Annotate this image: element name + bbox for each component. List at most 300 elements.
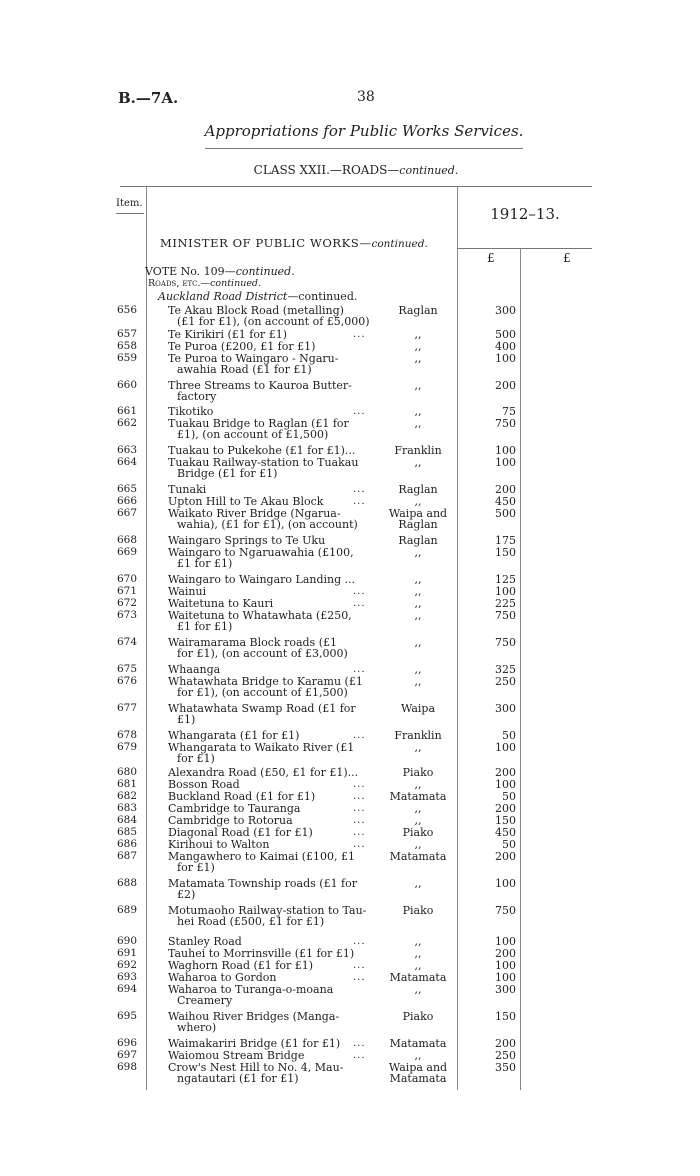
item-number: 675 — [116, 663, 137, 675]
item-number: 687 — [116, 850, 137, 862]
leader-dots: ... — [353, 936, 366, 947]
district-name: ,, — [414, 495, 422, 508]
item-description — [168, 1062, 373, 1084]
roads-subheading: Roads, etc.—continued. — [148, 278, 262, 289]
amount: 50 — [502, 838, 516, 851]
item-number: 673 — [116, 609, 137, 621]
district-name: ,, — [414, 609, 422, 622]
item-number: 681 — [116, 778, 137, 790]
description-line: Bosson Road — [168, 778, 240, 791]
item-number: 688 — [116, 877, 137, 889]
amount: 200 — [495, 850, 516, 863]
description-line: Diagonal Road (£1 for £1) — [168, 826, 313, 839]
item-number: 657 — [116, 328, 137, 340]
electoral-district — [382, 730, 454, 741]
item-number: 670 — [116, 573, 137, 585]
description-line: Alexandra Road (£50, £1 for £1)... — [168, 766, 359, 779]
year-underline — [458, 248, 592, 249]
item-description — [168, 1050, 373, 1061]
series-code: B.—7A. — [118, 89, 179, 107]
description-line: Tuakau Bridge to Raglan (£1 for — [168, 417, 349, 430]
description-line: Tuakau Railway-station to Tuakau — [168, 456, 359, 469]
amount: 750 — [495, 609, 516, 622]
item-number: 665 — [116, 483, 137, 495]
amount: 175 — [495, 534, 516, 547]
item-number: 691 — [116, 947, 137, 959]
description-line: Waimakariri Bridge (£1 for £1) — [168, 1037, 341, 1050]
description-line: Matamata Township roads (£1 for — [168, 877, 358, 890]
district-name: Franklin — [394, 729, 442, 742]
district-name: ,, — [414, 802, 422, 815]
description-line: Cambridge to Tauranga — [168, 802, 301, 815]
electoral-district — [382, 703, 454, 714]
description-line: Te Akau Block Road (metalling) — [168, 304, 344, 317]
district-name: Raglan — [398, 483, 438, 496]
description-line: Te Kirikiri (£1 for £1) — [168, 328, 287, 341]
district-name: Raglan — [398, 304, 438, 317]
amount: 225 — [495, 597, 516, 610]
item-number: 666 — [116, 495, 137, 507]
electoral-district — [382, 948, 454, 959]
page-number: 38 — [357, 89, 375, 105]
amount: 100 — [495, 971, 516, 984]
district-name: ,, — [414, 838, 422, 851]
district-name: ,, — [414, 636, 422, 649]
item-description — [168, 851, 373, 873]
amount: 200 — [495, 483, 516, 496]
description-line: Mangawhero to Kaimai (£100, £1 — [168, 850, 356, 863]
electoral-district — [382, 905, 454, 916]
description-line: Wainui — [168, 585, 207, 598]
description-line: Three Streams to Kauroa Butter- — [168, 379, 352, 392]
item-description — [168, 984, 373, 1006]
electoral-district — [382, 457, 454, 468]
district-name: ,, — [414, 983, 422, 996]
leader-dots: ... — [353, 779, 366, 790]
electoral-district — [382, 827, 454, 838]
electoral-district — [382, 742, 454, 753]
leader-dots: ... — [353, 484, 366, 495]
description-continuation: awahia Road (£1 for £1) — [177, 363, 312, 376]
district-name: Matamata — [389, 850, 447, 863]
amount: 750 — [495, 417, 516, 430]
item-description — [168, 445, 373, 456]
description-continuation: wahia), (£1 for £1), (on account) — [177, 518, 358, 531]
amount: 200 — [495, 947, 516, 960]
amount-column-rule — [457, 187, 458, 1090]
description-line: Waihou River Bridges (Manga- — [168, 1010, 340, 1023]
item-number: 667 — [116, 507, 137, 519]
electoral-district — [382, 610, 454, 621]
electoral-district — [382, 535, 454, 546]
district-name: Matamata — [389, 971, 447, 984]
amount: 325 — [495, 663, 516, 676]
electoral-district — [382, 305, 454, 316]
description-continuation: £2) — [177, 888, 196, 901]
item-number: 696 — [116, 1037, 137, 1049]
description-continuation: hei Road (£500, £1 for £1) — [177, 915, 325, 928]
item-number: 685 — [116, 826, 137, 838]
description-line: Waingaro to Waingaro Landing ... — [168, 573, 356, 586]
item-number: 660 — [116, 379, 137, 391]
item-number: 672 — [116, 597, 137, 609]
description-line: Crow's Nest Hill to No. 4, Mau- — [168, 1061, 344, 1074]
item-description — [168, 905, 373, 927]
amount: 100 — [495, 456, 516, 469]
item-description — [168, 779, 373, 790]
amount-divider-rule — [520, 248, 521, 1090]
electoral-district — [382, 598, 454, 609]
electoral-district — [382, 1062, 454, 1084]
electoral-district — [382, 353, 454, 364]
description-continuation: £1 for £1) — [177, 557, 233, 570]
description-line: Whatawhata Bridge to Karamu (£1 — [168, 675, 363, 688]
leader-dots: ... — [353, 496, 366, 507]
title-rule — [205, 148, 523, 149]
electoral-district — [382, 851, 454, 862]
district-name: ,, — [414, 935, 422, 948]
district-name: Matamata — [389, 790, 447, 803]
electoral-district — [382, 664, 454, 675]
item-column-header: Item. — [116, 198, 143, 209]
district-name: Piako — [402, 1010, 434, 1023]
amount: 200 — [495, 379, 516, 392]
district-name-2: Matamata — [389, 1072, 447, 1085]
item-description — [168, 827, 373, 838]
description-continuation: £1) — [177, 713, 196, 726]
description-continuation: for £1), (on account of £3,000) — [177, 647, 348, 660]
leader-dots: ... — [353, 586, 366, 597]
year-header: 1912–13. — [490, 205, 560, 223]
amount: 350 — [495, 1061, 516, 1074]
district-name: ,, — [414, 585, 422, 598]
amount: 50 — [502, 790, 516, 803]
item-number: 694 — [116, 983, 137, 995]
description-line: Tauhei to Morrinsville (£1 for £1) — [168, 947, 355, 960]
item-description — [168, 960, 373, 971]
item-number: 664 — [116, 456, 137, 468]
item-description — [168, 742, 373, 764]
item-number: 661 — [116, 405, 137, 417]
item-description — [168, 353, 373, 375]
electoral-district — [382, 815, 454, 826]
item-number: 689 — [116, 904, 137, 916]
district-name: ,, — [414, 597, 422, 610]
amount: 500 — [495, 328, 516, 341]
item-number: 693 — [116, 971, 137, 983]
item-description — [168, 610, 373, 632]
item-description — [168, 664, 373, 675]
item-description — [168, 730, 373, 741]
electoral-district — [382, 406, 454, 417]
minister-heading: MINISTER OF PUBLIC WORKS—continued. — [160, 236, 428, 250]
item-description — [168, 1038, 373, 1049]
item-number: 658 — [116, 340, 137, 352]
description-line: Te Puroa (£200, £1 for £1) — [168, 340, 316, 353]
item-description — [168, 803, 373, 814]
amount: 200 — [495, 802, 516, 815]
district-name: ,, — [414, 546, 422, 559]
description-line: Tuakau to Pukekohe (£1 for £1)... — [168, 444, 356, 457]
amount: 125 — [495, 573, 516, 586]
description-line: Waingaro Springs to Te Uku — [168, 534, 326, 547]
electoral-district — [382, 574, 454, 585]
description-line: Tikotiko — [168, 405, 214, 418]
leader-dots: ... — [353, 664, 366, 675]
item-number: 692 — [116, 959, 137, 971]
district-name: Waipa and — [388, 1061, 448, 1074]
amount: 200 — [495, 1037, 516, 1050]
item-number: 656 — [116, 304, 137, 316]
item-number: 683 — [116, 802, 137, 814]
electoral-district — [382, 586, 454, 597]
item-description — [168, 406, 373, 417]
district-name: Matamata — [389, 1037, 447, 1050]
district-name: Raglan — [398, 534, 438, 547]
amount: 250 — [495, 675, 516, 688]
electoral-district — [382, 972, 454, 983]
district-name: ,, — [414, 947, 422, 960]
leader-dots: ... — [353, 730, 366, 741]
electoral-district — [382, 547, 454, 558]
leader-dots: ... — [353, 803, 366, 814]
amount: 450 — [495, 495, 516, 508]
item-number: 686 — [116, 838, 137, 850]
item-number: 698 — [116, 1061, 137, 1073]
description-line: Waiomou Stream Bridge — [168, 1049, 305, 1062]
description-continuation: for £1) — [177, 861, 215, 874]
leader-dots: ... — [353, 598, 366, 609]
amount: 300 — [495, 304, 516, 317]
amount: 150 — [495, 1010, 516, 1023]
electoral-district — [382, 637, 454, 648]
item-number: 668 — [116, 534, 137, 546]
amount: 400 — [495, 340, 516, 353]
electoral-district — [382, 839, 454, 850]
district-name: ,, — [414, 814, 422, 827]
leader-dots: ... — [353, 839, 366, 850]
description-line: Cambridge to Rotorua — [168, 814, 293, 827]
description-line: Waingaro to Ngaruawahia (£100, — [168, 546, 354, 559]
item-number: 669 — [116, 546, 137, 558]
district-name: ,, — [414, 340, 422, 353]
electoral-district — [382, 496, 454, 507]
district-name: ,, — [414, 877, 422, 890]
electoral-district — [382, 445, 454, 456]
vote-heading: VOTE No. 109—continued. — [145, 265, 295, 278]
item-description — [168, 341, 373, 352]
electoral-district — [382, 341, 454, 352]
item-description — [168, 508, 373, 530]
district-name: ,, — [414, 741, 422, 754]
district-name: ,, — [414, 573, 422, 586]
district-name: Waipa — [400, 702, 436, 715]
description-line: Motumaoho Railway-station to Tau- — [168, 904, 367, 917]
description-continuation: whero) — [177, 1021, 217, 1034]
electoral-district — [382, 1011, 454, 1022]
amount: 750 — [495, 904, 516, 917]
item-description — [168, 1011, 373, 1033]
description-line: Waitetuna to Whatawhata (£250, — [168, 609, 352, 622]
item-description — [168, 586, 373, 597]
leader-dots: ... — [353, 791, 366, 802]
description-continuation: (£1 for £1), (on account of £5,000) — [177, 315, 370, 328]
leader-dots: ... — [353, 815, 366, 826]
item-description — [168, 637, 373, 659]
district-name: ,, — [414, 405, 422, 418]
electoral-district — [382, 418, 454, 429]
amount: 150 — [495, 546, 516, 559]
description-continuation: for £1), (on account of £1,500) — [177, 686, 348, 699]
item-number: 679 — [116, 741, 137, 753]
item-description — [168, 574, 373, 585]
electoral-district — [382, 508, 454, 530]
district-name: Piako — [402, 766, 434, 779]
item-description — [168, 547, 373, 569]
electoral-district — [382, 380, 454, 391]
item-number: 690 — [116, 935, 137, 947]
item-number: 676 — [116, 675, 137, 687]
leader-dots: ... — [353, 1038, 366, 1049]
table-top-rule — [120, 186, 592, 187]
description-continuation: factory — [177, 390, 217, 403]
item-number: 677 — [116, 702, 137, 714]
description-line: Te Puroa to Waingaro - Ngaru- — [168, 352, 339, 365]
item-number: 659 — [116, 352, 137, 364]
item-number: 663 — [116, 444, 137, 456]
amount: 300 — [495, 983, 516, 996]
amount: 150 — [495, 814, 516, 827]
district-name: ,, — [414, 352, 422, 365]
item-number: 671 — [116, 585, 137, 597]
item-description — [168, 598, 373, 609]
item-description — [168, 878, 373, 900]
electoral-district — [382, 676, 454, 687]
district-name: Piako — [402, 826, 434, 839]
district-name: ,, — [414, 1049, 422, 1062]
description-line: Whangarata to Waikato River (£1 — [168, 741, 355, 754]
description-line: Whaanga — [168, 663, 221, 676]
class-title: CLASS XXII.—ROADS—continued. — [253, 163, 459, 177]
district-name: ,, — [414, 456, 422, 469]
description-line: Waharoa to Turanga-o-moana — [168, 983, 334, 996]
description-continuation: Creamery — [177, 994, 233, 1007]
description-continuation: for £1) — [177, 752, 215, 765]
description-continuation: ngatautari (£1 for £1) — [177, 1072, 299, 1085]
item-number: 697 — [116, 1049, 137, 1061]
district-name: ,, — [414, 778, 422, 791]
currency-symbol-2: £ — [563, 251, 571, 265]
description-line: Stanley Road — [168, 935, 242, 948]
district-name: ,, — [414, 675, 422, 688]
district-name: Franklin — [394, 444, 442, 457]
district-heading: Auckland Road District—continued. — [158, 290, 358, 303]
description-line: Waharoa to Gordon — [168, 971, 277, 984]
description-continuation: £1 for £1) — [177, 620, 233, 633]
district-name-2: Raglan — [398, 518, 438, 531]
amount: 300 — [495, 702, 516, 715]
item-number: 684 — [116, 814, 137, 826]
amount: 450 — [495, 826, 516, 839]
amount: 50 — [502, 729, 516, 742]
description-line: Waikato River Bridge (Ngarua- — [168, 507, 341, 520]
electoral-district — [382, 484, 454, 495]
description-line: Whatawhata Swamp Road (£1 for — [168, 702, 356, 715]
amount: 100 — [495, 444, 516, 457]
item-column-rule — [146, 187, 147, 1090]
description-line: Upton Hill to Te Akau Block — [168, 495, 324, 508]
electoral-district — [382, 1050, 454, 1061]
item-description — [168, 457, 373, 479]
item-description — [168, 936, 373, 947]
item-number: 680 — [116, 766, 137, 778]
amount: 100 — [495, 877, 516, 890]
leader-dots: ... — [353, 827, 366, 838]
electoral-district — [382, 779, 454, 790]
amount: 100 — [495, 741, 516, 754]
item-description — [168, 496, 373, 507]
amount: 100 — [495, 352, 516, 365]
amount: 100 — [495, 959, 516, 972]
district-name: Waipa and — [388, 507, 448, 520]
district-name: ,, — [414, 328, 422, 341]
leader-dots: ... — [353, 406, 366, 417]
electoral-district — [382, 803, 454, 814]
amount: 500 — [495, 507, 516, 520]
amount: 100 — [495, 935, 516, 948]
item-description — [168, 815, 373, 826]
electoral-district — [382, 878, 454, 889]
district-name: Piako — [402, 904, 434, 917]
amount: 100 — [495, 778, 516, 791]
item-description — [168, 418, 373, 440]
item-number: 682 — [116, 790, 137, 802]
item-description — [168, 839, 373, 850]
district-name: ,, — [414, 663, 422, 676]
item-description — [168, 972, 373, 983]
leader-dots: ... — [353, 329, 366, 340]
amount: 200 — [495, 766, 516, 779]
electoral-district — [382, 329, 454, 340]
amount: 100 — [495, 585, 516, 598]
amount: 75 — [502, 405, 516, 418]
amount: 250 — [495, 1049, 516, 1062]
description-continuation: Bridge (£1 for £1) — [177, 467, 278, 480]
item-description — [168, 676, 373, 698]
electoral-district — [382, 984, 454, 995]
leader-dots: ... — [353, 1050, 366, 1061]
item-header-underline — [116, 213, 144, 214]
description-line: Tunaki — [168, 483, 207, 496]
item-description — [168, 703, 373, 725]
item-description — [168, 305, 373, 327]
description-line: Waghorn Road (£1 for £1) — [168, 959, 314, 972]
item-number: 695 — [116, 1010, 137, 1022]
district-name: ,, — [414, 417, 422, 430]
currency-symbol-1: £ — [487, 251, 495, 265]
description-line: Whangarata (£1 for £1) — [168, 729, 300, 742]
item-description — [168, 484, 373, 495]
electoral-district — [382, 960, 454, 971]
electoral-district — [382, 1038, 454, 1049]
description-continuation: £1), (on account of £1,500) — [177, 428, 329, 441]
item-description — [168, 948, 373, 959]
electoral-district — [382, 791, 454, 802]
item-number: 674 — [116, 636, 137, 648]
electoral-district — [382, 936, 454, 947]
item-description — [168, 791, 373, 802]
item-description — [168, 767, 373, 778]
